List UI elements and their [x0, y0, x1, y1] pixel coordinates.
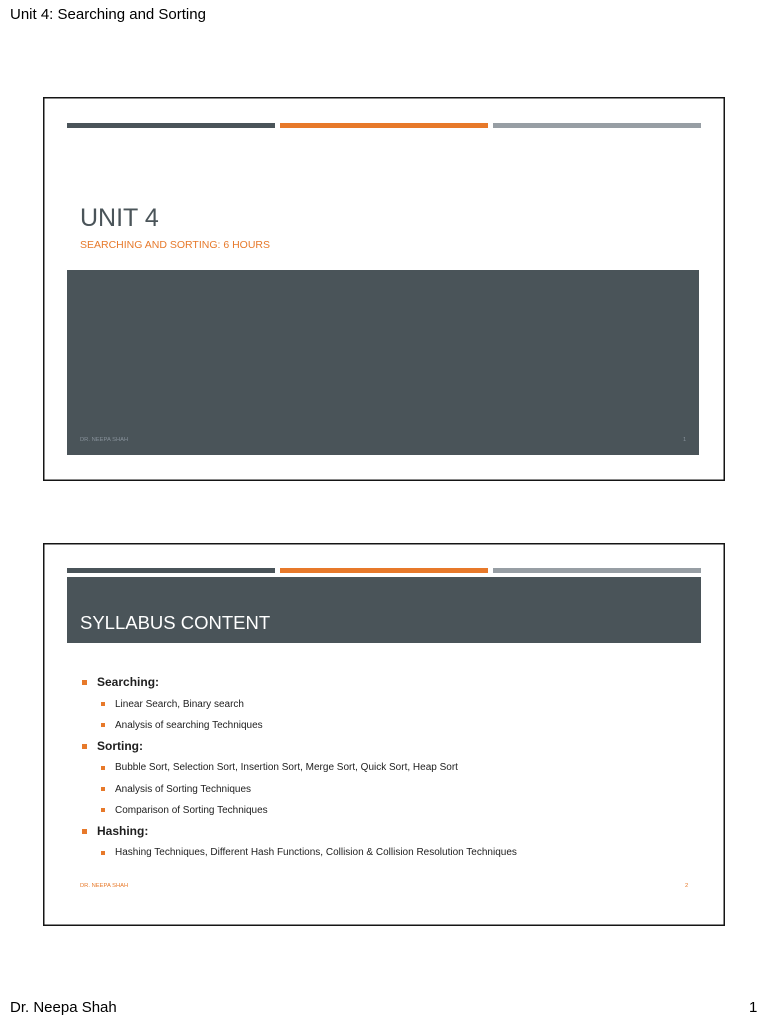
slide-number: 2	[685, 883, 689, 889]
decor-bar-orange	[280, 123, 488, 128]
list-item	[43, 715, 725, 736]
slide-footer-author: DR. NEEPA SHAH	[80, 437, 129, 443]
slide-title: SYLLABUS CONTENT	[80, 612, 271, 633]
section-heading: Searching:	[97, 675, 160, 690]
square-bullet-icon	[82, 829, 87, 834]
slide-number: 1	[683, 437, 687, 443]
slide-2	[43, 543, 725, 926]
slide-header-bar	[67, 577, 701, 643]
list-item-text: Comparison of Sorting Techniques	[115, 804, 268, 816]
list-item-text: Hashing Techniques, Different Hash Functions, Collision & Collision Resolution Techniques	[115, 847, 517, 859]
list-item	[43, 800, 725, 821]
page-header: Unit 4: Searching and Sorting	[10, 6, 206, 23]
square-bullet-icon	[101, 702, 105, 706]
list-item	[43, 779, 725, 800]
square-bullet-icon	[101, 808, 105, 812]
square-bullet-icon	[82, 744, 87, 749]
page-number: 1	[749, 999, 758, 1016]
slide-subtitle: SEARCHING AND SORTING: 6 HOURS	[80, 239, 271, 251]
square-bullet-icon	[101, 766, 105, 770]
decor-bar-dark	[67, 568, 275, 573]
list-item-section	[43, 821, 725, 842]
list-item-section	[43, 672, 725, 693]
slide-footer-author: DR. NEEPA SHAH	[80, 883, 129, 889]
square-bullet-icon	[82, 680, 87, 685]
section-heading: Hashing:	[97, 824, 149, 839]
list-item-text: Analysis of searching Techniques	[115, 719, 263, 731]
list-item	[43, 842, 725, 863]
list-item-text: Linear Search, Binary search	[115, 698, 244, 710]
decor-bar-orange	[280, 568, 488, 573]
slide-title: UNIT 4	[80, 204, 159, 232]
square-bullet-icon	[101, 851, 105, 855]
decor-bar-gray	[493, 568, 701, 573]
syllabus-list	[43, 672, 725, 863]
list-item-text: Bubble Sort, Selection Sort, Insertion Sort, Merge Sort, Quick Sort, Heap Sort	[115, 762, 458, 774]
square-bullet-icon	[101, 723, 105, 727]
list-item-text: Analysis of Sorting Techniques	[115, 783, 252, 795]
decor-bar-gray	[493, 123, 701, 128]
slide-1	[43, 97, 725, 481]
page-footer-author: Dr. Neepa Shah	[10, 999, 117, 1016]
list-item	[43, 694, 725, 715]
section-heading: Sorting:	[97, 739, 143, 754]
list-item	[43, 757, 725, 778]
decor-bar-dark	[67, 123, 275, 128]
list-item-section	[43, 736, 725, 757]
title-panel	[67, 270, 699, 455]
square-bullet-icon	[101, 787, 105, 791]
